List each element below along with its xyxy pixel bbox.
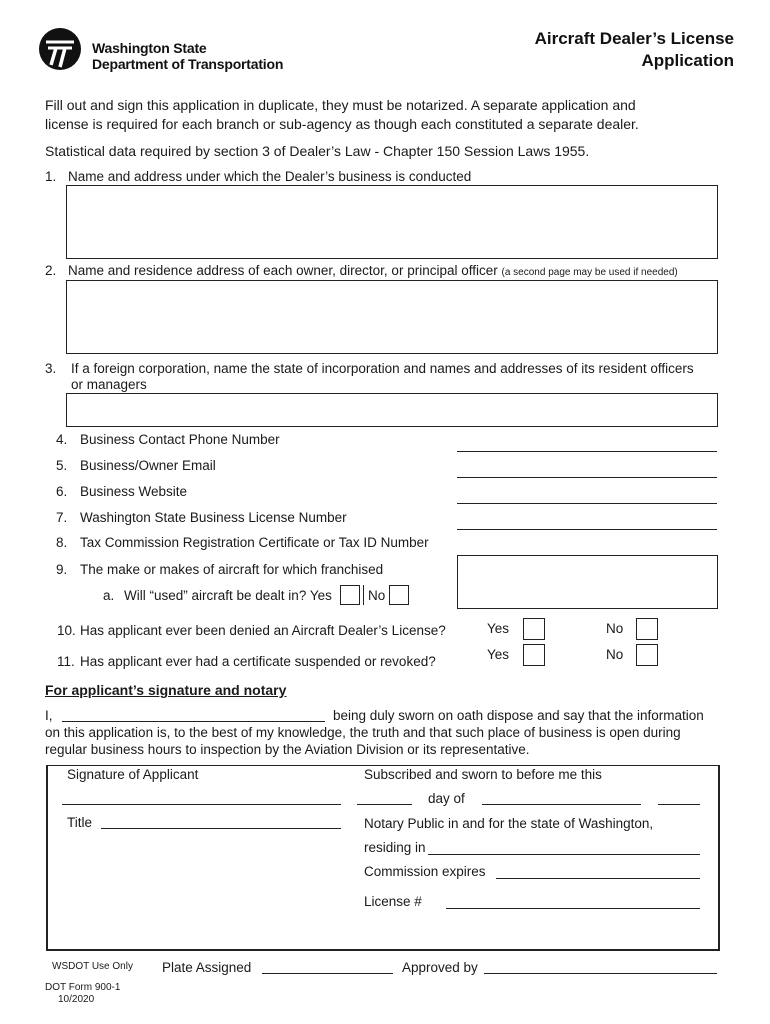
- q8-number: 8.: [56, 535, 68, 550]
- subscribed-label: Subscribed and sworn to before me this: [364, 767, 602, 782]
- q10-number: 10.: [57, 623, 76, 638]
- q6-label: Business Website: [80, 484, 188, 499]
- q10-yes-checkbox[interactable]: [523, 618, 545, 640]
- org-name-line2: Department of Transportation: [92, 56, 284, 72]
- residing-in-label: residing in: [364, 840, 426, 855]
- notary-month-field[interactable]: [482, 804, 641, 805]
- form-date: 10/2020: [58, 994, 95, 1005]
- approved-by-field[interactable]: [484, 973, 717, 974]
- q7-license-number-field[interactable]: [457, 529, 717, 530]
- q11-yes-checkbox[interactable]: [523, 644, 545, 666]
- q7-label: Washington State Business License Number: [80, 510, 347, 525]
- signature-of-applicant-label: Signature of Applicant: [67, 767, 199, 782]
- form-number: DOT Form 900-1: [45, 982, 121, 993]
- q6-website-field[interactable]: [457, 503, 717, 504]
- q5-email-field[interactable]: [457, 477, 717, 478]
- q7-number: 7.: [56, 510, 68, 525]
- q8-label: Tax Commission Registration Certificate or Tax ID Number: [80, 535, 429, 550]
- q1-number: 1.: [45, 169, 57, 184]
- commission-expires-field[interactable]: [496, 878, 700, 879]
- oath-line1: being duly sworn on oath dispose and say that the information: [333, 708, 704, 723]
- q10-label: Has applicant ever been denied an Aircraft Dealer’s License?: [80, 623, 446, 638]
- q11-yes-label: Yes: [487, 647, 510, 662]
- divider: [363, 585, 364, 605]
- oath-line3: regular business hours to inspection by the Aviation Division or its representative.: [45, 742, 530, 757]
- day-of-label: day of: [428, 791, 465, 806]
- q4-phone-field[interactable]: [457, 451, 717, 452]
- intro-line2: license is required for each branch or sub-agency as though each constituted a separate dealer.: [45, 116, 639, 132]
- q1-label: Name and address under which the Dealer’s business is conducted: [68, 169, 472, 184]
- q3-label-line2: or managers: [71, 377, 147, 392]
- q2-label-text: Name and residence address of each owner, director, or principal officer: [68, 263, 498, 278]
- q4-number: 4.: [56, 432, 68, 447]
- plate-assigned-label: Plate Assigned: [162, 960, 252, 975]
- q1-business-name-address-field[interactable]: [66, 185, 718, 259]
- q4-label: Business Contact Phone Number: [80, 432, 280, 447]
- q9a-no-label: No: [368, 588, 386, 603]
- wsdot-use-only-label: WSDOT Use Only: [52, 961, 133, 972]
- notary-day-field[interactable]: [357, 804, 412, 805]
- oath-line2: on this application is, to the best of my knowledge, the truth and that such place of business is open during: [45, 725, 681, 740]
- org-name-line1: Washington State: [92, 40, 207, 56]
- notary-year-field[interactable]: [658, 804, 700, 805]
- form-title-line2: Application: [641, 51, 734, 70]
- approved-by-label: Approved by: [402, 960, 478, 975]
- applicant-signature-field[interactable]: [62, 804, 341, 805]
- q2-label: [68, 263, 678, 278]
- q6-number: 6.: [56, 484, 68, 499]
- q2-owners-field[interactable]: [66, 280, 718, 354]
- q9a-yes-checkbox[interactable]: [340, 585, 360, 605]
- q5-label: Business/Owner Email: [80, 458, 216, 473]
- q9a-label: Will “used” aircraft be dealt in? Yes: [124, 588, 332, 603]
- q9-number: 9.: [56, 562, 68, 577]
- applicant-title-field[interactable]: [101, 828, 341, 829]
- applicant-name-field[interactable]: [62, 721, 325, 722]
- notary-public-label: Notary Public in and for the state of Washington,: [364, 816, 654, 831]
- statistical-note: Statistical data required by section 3 of Dealer’s Law - Chapter 150 Session Laws 1955.: [45, 143, 590, 159]
- q2-number: 2.: [45, 263, 57, 278]
- q9-aircraft-makes-field[interactable]: [457, 555, 718, 609]
- q11-no-checkbox[interactable]: [636, 644, 658, 666]
- q9a-no-checkbox[interactable]: [389, 585, 409, 605]
- plate-assigned-field[interactable]: [262, 973, 393, 974]
- q2-note: (a second page may be used if needed): [501, 267, 678, 278]
- signature-section-title: For applicant’s signature and notary: [45, 682, 287, 698]
- intro-line1: Fill out and sign this application in duplicate, they must be notarized. A separate application and: [45, 97, 636, 113]
- q5-number: 5.: [56, 458, 68, 473]
- license-number-label: License #: [364, 894, 422, 909]
- q11-label: Has applicant ever had a certificate suspended or revoked?: [80, 654, 436, 669]
- wsdot-logo-icon: [38, 27, 82, 71]
- oath-prefix: I,: [45, 708, 53, 723]
- q3-foreign-corporation-field[interactable]: [66, 393, 718, 427]
- q3-number: 3.: [45, 361, 57, 376]
- form-title-line1: Aircraft Dealer’s License: [534, 29, 734, 48]
- residing-in-field[interactable]: [428, 854, 700, 855]
- q11-no-label: No: [606, 647, 624, 662]
- license-number-field[interactable]: [446, 908, 700, 909]
- q11-number: 11.: [57, 654, 75, 669]
- q9-label: The make or makes of aircraft for which franchised: [80, 562, 384, 577]
- q10-yes-label: Yes: [487, 621, 510, 636]
- title-label: Title: [67, 815, 93, 830]
- q10-no-label: No: [606, 621, 624, 636]
- q3-label-line1: If a foreign corporation, name the state of incorporation and names and addresses of its resident officers: [71, 361, 694, 376]
- signature-notary-box: [46, 765, 720, 951]
- commission-expires-label: Commission expires: [364, 864, 486, 879]
- q10-no-checkbox[interactable]: [636, 618, 658, 640]
- q9a-number: a.: [103, 588, 115, 603]
